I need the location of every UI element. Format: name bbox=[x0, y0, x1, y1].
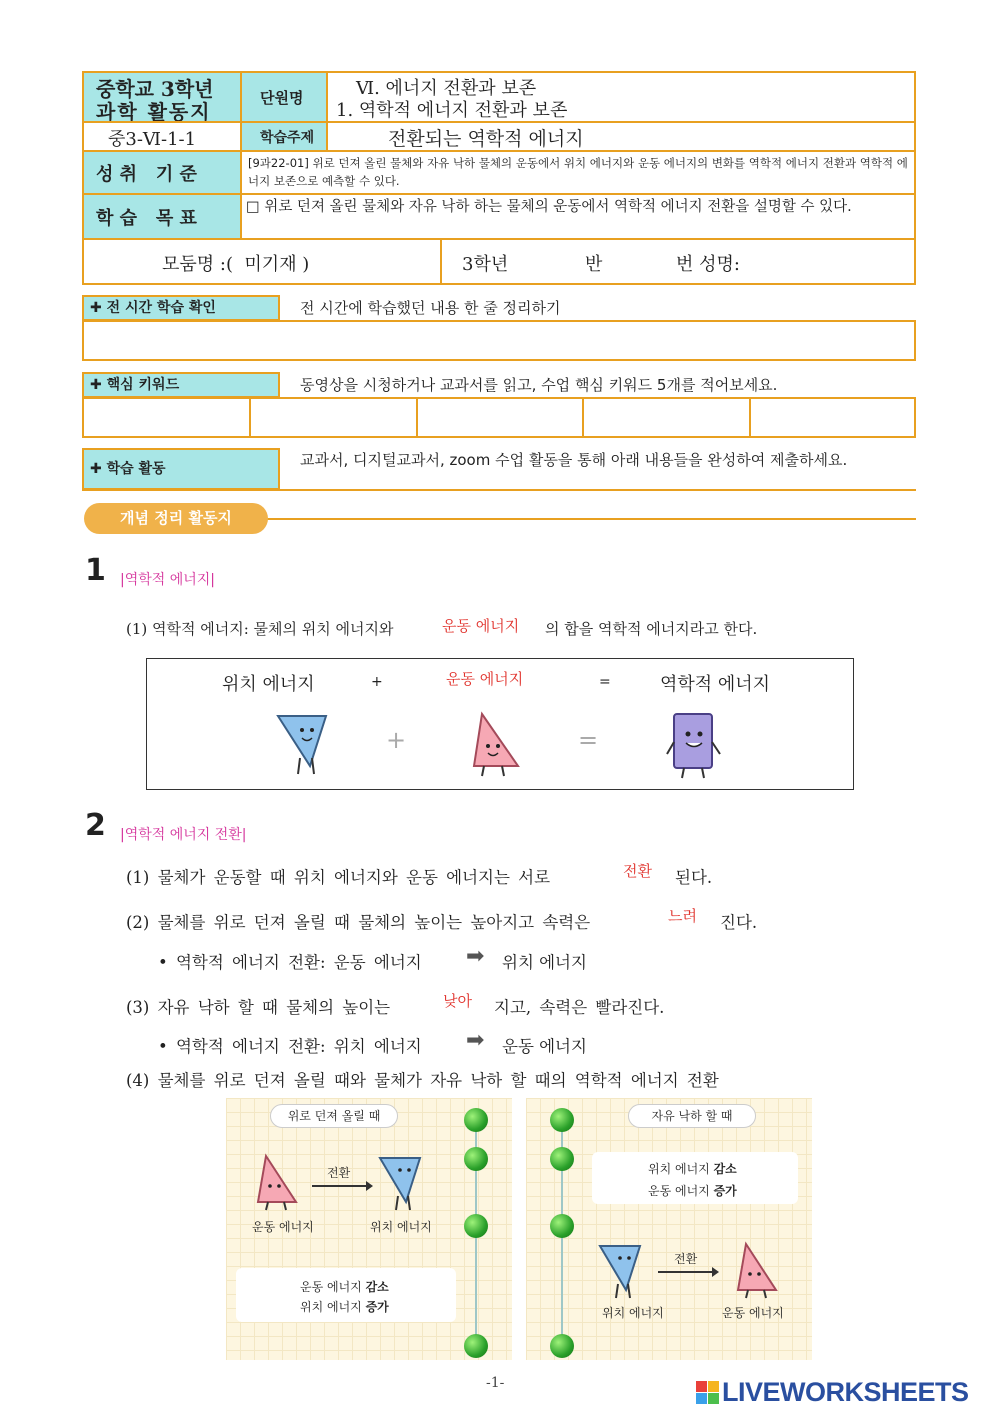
equals-illustration: = bbox=[578, 726, 599, 754]
lesson-code: 중3-Ⅵ-1-1 bbox=[108, 129, 197, 150]
class-label: 반 bbox=[585, 254, 603, 275]
achievement-label: 성 취 기 준 bbox=[96, 164, 197, 185]
s2-bullet2-end: 위치 에너지 bbox=[502, 953, 587, 972]
eq-equals-label: = bbox=[599, 674, 611, 690]
activity-instruction: 교과서, 디지털교과서, zoom 수업 활동을 통해 아래 내용들을 완성하여 제출하세요. bbox=[300, 451, 848, 469]
goal-text: □ 위로 던져 올린 물체와 자유 낙하 하는 물체의 운동에서 역학적 에너지 전환을 설명할 수 있다. bbox=[246, 199, 852, 215]
unit-label: 단원명 bbox=[260, 89, 304, 107]
s2-bullet3-end: 운동 에너지 bbox=[502, 1037, 587, 1056]
section2-number: 2 bbox=[85, 808, 106, 843]
school-label-line2: 과학 활동지 bbox=[96, 100, 212, 124]
group-name-label: 모둠명 :( 미기재 ) bbox=[162, 254, 310, 275]
s1-item1-answer[interactable]: 운동 에너지 bbox=[442, 617, 520, 635]
keyword-input-5[interactable] bbox=[749, 397, 916, 438]
figure-right-ball-2 bbox=[550, 1147, 574, 1171]
figure-right-note1-b: 감소 bbox=[713, 1162, 737, 1176]
s2-item3-post: 지고, 속력은 빨라진다. bbox=[494, 998, 665, 1017]
figure-left-note1-a: 운동 에너지 bbox=[300, 1280, 366, 1294]
s2-item1-pre: (1) 물체가 운동할 때 위치 에너지와 운동 에너지는 서로 bbox=[126, 868, 551, 887]
figure-left-ball-2 bbox=[464, 1147, 488, 1171]
student-name-input[interactable] bbox=[762, 246, 911, 276]
keywords-title: ✚ 핵심 키워드 bbox=[82, 372, 280, 398]
s2-item2-answer[interactable]: 느려 bbox=[668, 907, 697, 925]
eq-plus-label: + bbox=[371, 674, 383, 690]
s2-item3-answer[interactable]: 낮아 bbox=[443, 992, 472, 1010]
prev-review-title: ✚ 전 시간 학습 확인 bbox=[82, 295, 280, 321]
eq-right-label: 역학적 에너지 bbox=[660, 674, 771, 695]
figure-right-note1 bbox=[648, 1160, 737, 1177]
kinetic-energy-character-icon bbox=[462, 708, 532, 778]
figure-right-note2-a: 운동 에너지 bbox=[648, 1184, 714, 1198]
figure-left-note2-b: 증가 bbox=[365, 1300, 389, 1314]
s2-item3-pre: (3) 자유 낙하 할 때 물체의 높이는 bbox=[126, 998, 391, 1017]
figure-right-from-label: 위치 에너지 bbox=[602, 1306, 664, 1320]
keyword-input-1[interactable] bbox=[82, 397, 251, 438]
activity-title: ✚ 학습 활동 bbox=[82, 448, 280, 490]
figure-left-note2-a: 위치 에너지 bbox=[300, 1300, 366, 1314]
figure-right-to-label: 운동 에너지 bbox=[722, 1306, 784, 1320]
unit-line1: Ⅵ. 에너지 전환과 보존 bbox=[356, 78, 537, 99]
s2-item2-post: 진다. bbox=[720, 913, 758, 932]
figure-right-potential-character-icon bbox=[596, 1240, 646, 1300]
achievement-text: [9과22-01] 위로 던져 올린 물체와 자유 낙하 물체의 운동에서 위치 에너지와 운동 에너지의 변화를 역학적 에너지 전환과 역학적 에너지 보존으로 예측할 수 있다. bbox=[248, 156, 908, 188]
figure-left-note1 bbox=[300, 1278, 389, 1295]
figure-left-title: 위로 던져 올릴 때 bbox=[270, 1104, 398, 1128]
figure-right-note2 bbox=[648, 1182, 737, 1199]
keyword-input-4[interactable] bbox=[582, 397, 751, 438]
eq-left-label: 위치 에너지 bbox=[222, 674, 315, 695]
topic-value: 전환되는 역학적 에너지 bbox=[388, 128, 584, 150]
section1-heading: |역학적 에너지| bbox=[120, 572, 216, 588]
topic-label: 학습주제 bbox=[260, 130, 315, 146]
figure-right-arrow-icon bbox=[656, 1266, 720, 1278]
potential-energy-character-icon bbox=[270, 708, 340, 778]
keyword-input-2[interactable] bbox=[249, 397, 418, 438]
figure-left-ball-3 bbox=[464, 1214, 488, 1238]
section1-number: 1 bbox=[85, 553, 106, 588]
figure-left-ball-4 bbox=[464, 1334, 488, 1358]
school-label-line1: 중학교 3학년 bbox=[96, 77, 214, 101]
figure-right-note1-a: 위치 에너지 bbox=[648, 1162, 714, 1176]
grade-label: 3학년 bbox=[462, 254, 509, 275]
s2-item1-post: 된다. bbox=[675, 868, 713, 887]
figure-right-ball-4 bbox=[550, 1334, 574, 1358]
s2-bullet2: • 역학적 에너지 전환: 운동 에너지 bbox=[158, 953, 422, 972]
s2-item4: (4) 물체를 위로 던져 올릴 때와 물체가 자유 낙하 할 때의 역학적 에너지 전환 bbox=[126, 1071, 719, 1090]
concept-rule bbox=[250, 518, 916, 520]
figure-right-title: 자유 낙하 할 때 bbox=[628, 1104, 756, 1128]
s2-bullet2-arrow-icon: ➡ bbox=[466, 944, 485, 969]
unit-line2: 1. 역학적 에너지 전환과 보존 bbox=[336, 100, 568, 121]
activity-underline bbox=[82, 489, 916, 491]
eq-mid-answer[interactable]: 운동 에너지 bbox=[446, 670, 524, 688]
keyword-input-3[interactable] bbox=[416, 397, 584, 438]
page-number: -1- bbox=[486, 1375, 505, 1391]
keywords-instruction: 동영상을 시청하거나 교과서를 읽고, 수업 핵심 키워드 5개를 적어보세요. bbox=[300, 376, 778, 394]
figure-right-ball-1 bbox=[550, 1108, 574, 1132]
figure-left-note1-b: 감소 bbox=[365, 1280, 389, 1294]
s2-item1-answer[interactable]: 전환 bbox=[623, 862, 652, 880]
plus-illustration: + bbox=[386, 726, 407, 754]
figure-left-arrow-icon bbox=[310, 1180, 374, 1192]
s2-item2-pre: (2) 물체를 위로 던져 올릴 때 물체의 높이는 높아지고 속력은 bbox=[126, 913, 591, 932]
s2-bullet3-arrow-icon: ➡ bbox=[466, 1028, 485, 1053]
figure-right-arrow-label: 전환 bbox=[674, 1252, 698, 1266]
section2-heading: |역학적 에너지 전환| bbox=[120, 827, 247, 843]
mechanical-energy-character-icon bbox=[664, 708, 724, 780]
s1-item1-post: 의 합을 역학적 에너지라고 한다. bbox=[545, 620, 758, 638]
figure-left-potential-character-icon bbox=[376, 1152, 426, 1212]
figure-right-kinetic-character-icon bbox=[732, 1240, 782, 1300]
figure-left-note2 bbox=[300, 1298, 389, 1315]
prev-review-instruction: 전 시간에 학습했던 내용 한 줄 정리하기 bbox=[300, 299, 561, 317]
liveworksheets-logo bbox=[696, 1377, 969, 1408]
liveworksheets-logo-text: LIVEWORKSHEETS bbox=[722, 1377, 969, 1407]
figure-left-from-label: 운동 에너지 bbox=[252, 1220, 314, 1234]
prev-review-input[interactable] bbox=[82, 320, 916, 361]
s1-item1-pre: (1) 역학적 에너지: 물체의 위치 에너지와 bbox=[126, 620, 394, 638]
number-name-label: 번 성명: bbox=[676, 254, 740, 275]
liveworksheets-logo-icon bbox=[696, 1381, 720, 1405]
concept-tag: 개념 정리 활동지 bbox=[84, 503, 268, 534]
figure-right-note2-b: 증가 bbox=[713, 1184, 737, 1198]
figure-left-to-label: 위치 에너지 bbox=[370, 1220, 432, 1234]
figure-left-kinetic-character-icon bbox=[252, 1152, 302, 1212]
figure-right-ball-3 bbox=[550, 1214, 574, 1238]
goal-label: 학 습 목 표 bbox=[96, 208, 197, 229]
figure-left-ball-1 bbox=[464, 1108, 488, 1132]
s2-bullet3: • 역학적 에너지 전환: 위치 에너지 bbox=[158, 1037, 422, 1056]
figure-left-arrow-label: 전환 bbox=[327, 1166, 351, 1180]
